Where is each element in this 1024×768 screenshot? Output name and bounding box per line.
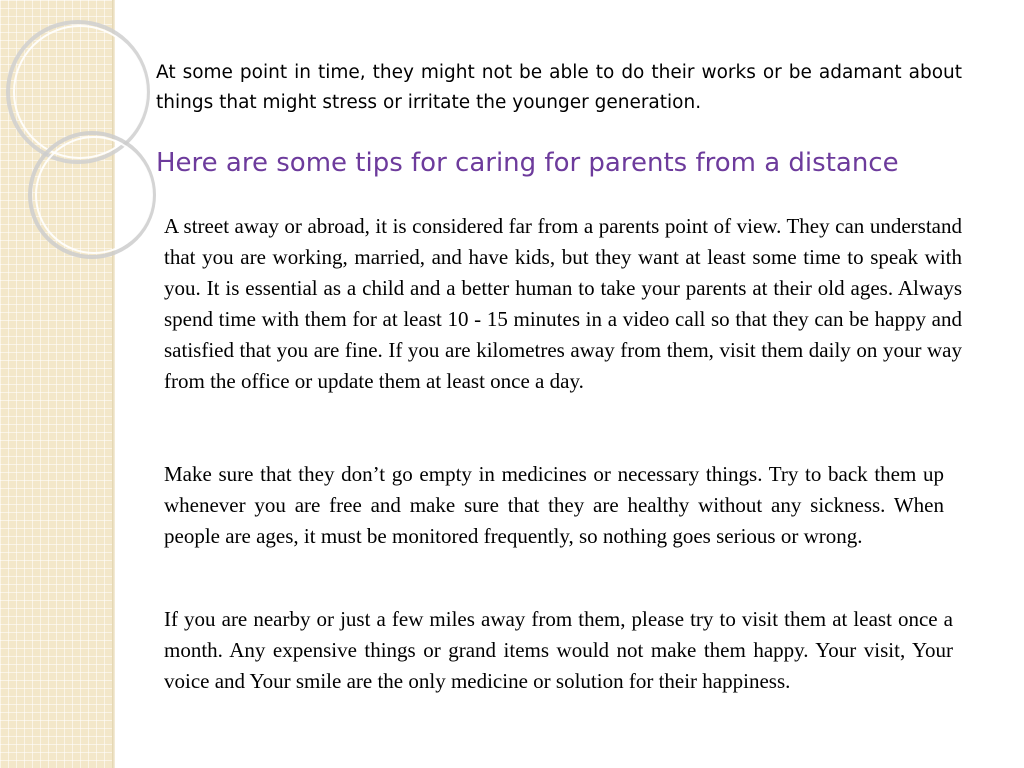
intro-text: At some point in time, they might not be able to do their works or be adamant about things that might stress or irritate the younger generation. (156, 62, 962, 113)
paragraph-2: Make sure that they don’t go empty in medicines or necessary things. Try to back them up whenever you are free and make sure that they are healthy without any sickness. When people are ages, it must be monitored frequently, so nothing goes serious or wrong. (164, 462, 944, 548)
paragraph-3: If you are nearby or just a few miles away from them, please try to visit them at least once a month. Any expensive things or grand items would not make them happy. Your visit, Your voice and Your smile are the only medicine or solution for their happiness. (164, 607, 953, 693)
paragraph-1: A street away or abroad, it is considered far from a parents point of view. They can understand that you are working, married, and have kids, but they want at least some time to speak with you. It is essential as a child and a better human to take your parents at their old ages. Always spend time with them for at least 10 - 15 minutes in a video call so that they can be happy and satisfied that you are fine. If you are kilometres away from them, visit them daily on your way from the office or update them at least once a day. (164, 214, 962, 393)
section-heading: Here are some tips for caring for parents from a distance (156, 148, 899, 178)
decorative-rings (0, 0, 160, 330)
